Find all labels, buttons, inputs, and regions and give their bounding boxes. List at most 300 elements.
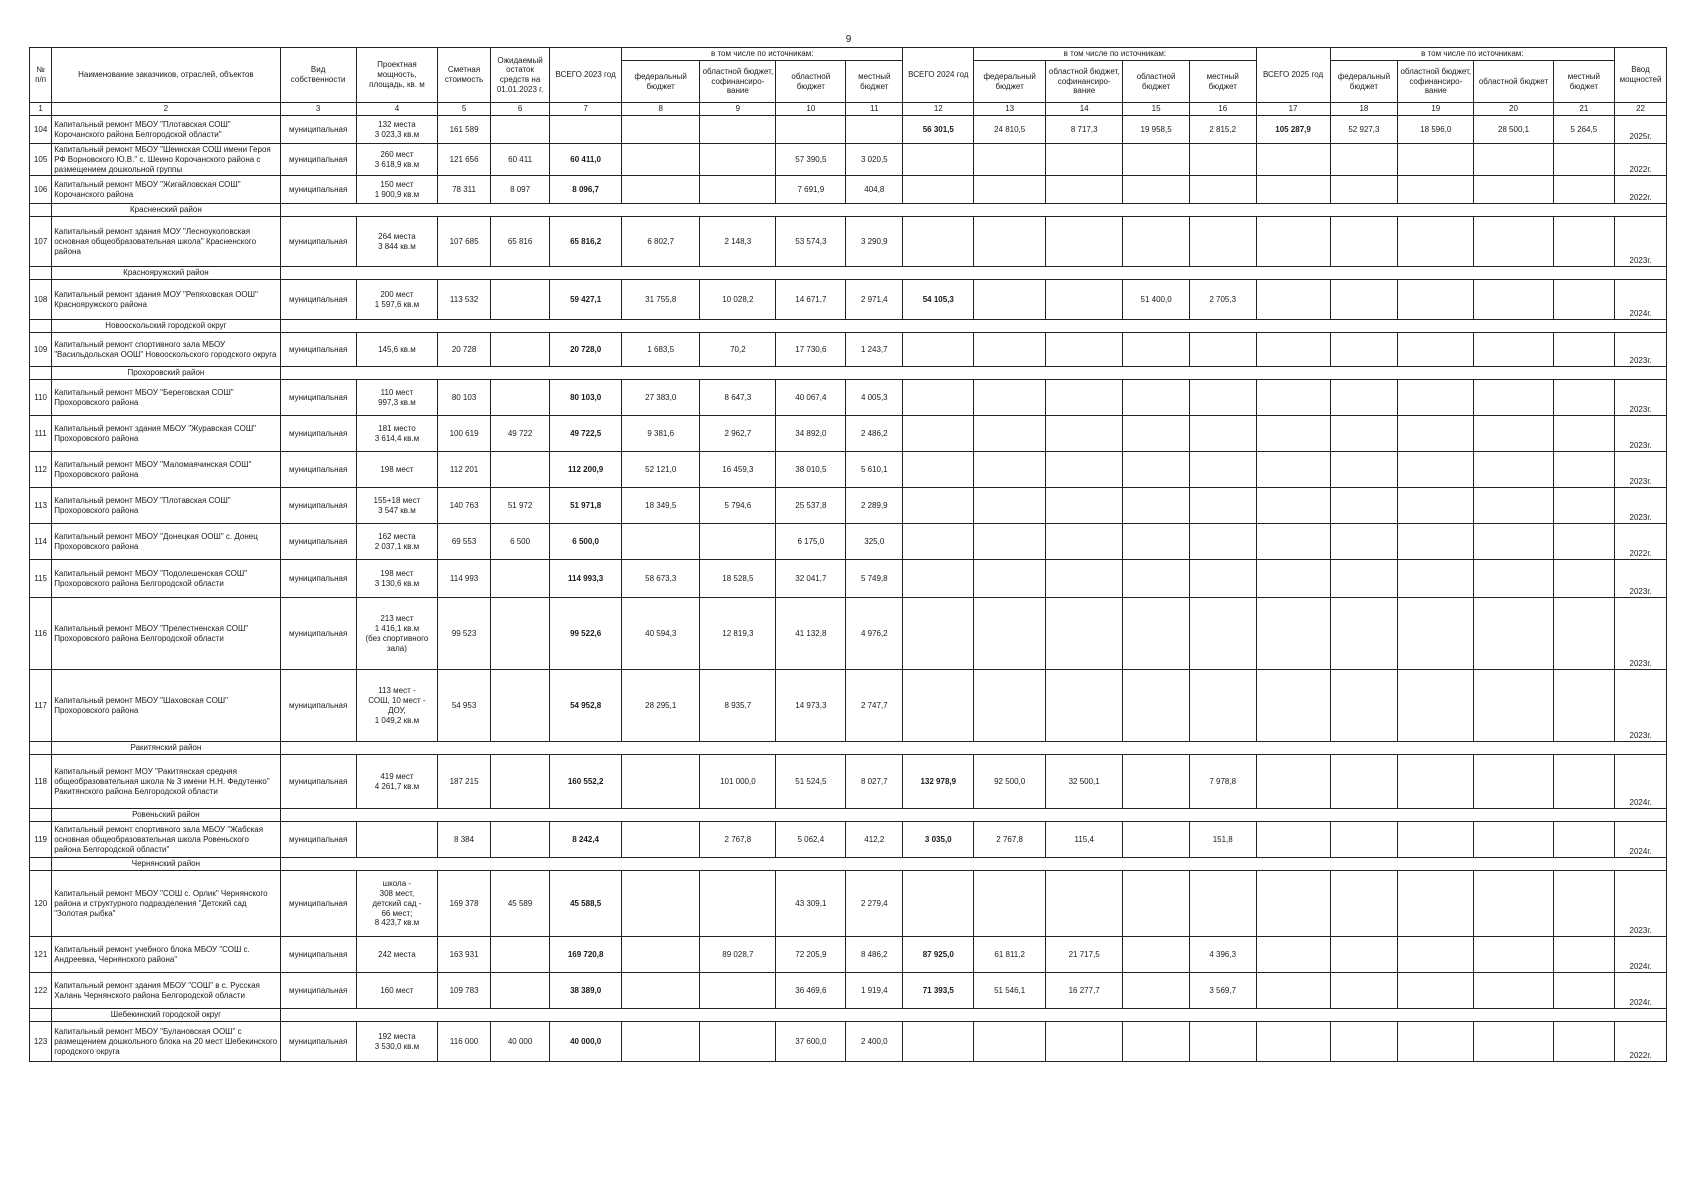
section-title: Красненский район (52, 204, 280, 217)
ownership-type: муниципальная (280, 670, 356, 742)
amount-cell (1553, 822, 1614, 858)
amount-cell: 3 290,9 (846, 217, 903, 267)
amount-cell (1553, 973, 1614, 1009)
amount-cell: 87 925,0 (903, 937, 974, 973)
amount-cell: 325,0 (846, 524, 903, 560)
amount-cell (622, 973, 700, 1009)
column-number-cell: 2 (52, 103, 280, 116)
object-name: Капитальный ремонт здания МОУ "Репяховская ООШ" Краснояружского района (52, 280, 280, 320)
amount-cell: 38 389,0 (550, 973, 622, 1009)
amount-cell (1189, 416, 1256, 452)
amount-cell (1256, 176, 1330, 204)
row-number: 117 (30, 670, 52, 742)
amount-cell (1474, 560, 1553, 598)
amount-cell: 2 971,4 (846, 280, 903, 320)
object-name: Капитальный ремонт МБОУ "Жигайловская СОШ" Корочанского района (52, 176, 280, 204)
amount-cell: 71 393,5 (903, 973, 974, 1009)
amount-cell: 43 309,1 (776, 871, 846, 937)
amount-cell (1553, 176, 1614, 204)
commissioning-year: 2024г. (1615, 280, 1667, 320)
amount-cell (903, 560, 974, 598)
capacity: школа - 308 мест, детский сад - 66 мест; 8 423,7 кв.м (356, 871, 437, 937)
ownership-type: муниципальная (280, 452, 356, 488)
amount-cell (1256, 280, 1330, 320)
object-name: Капитальный ремонт МБОУ "Шеинская СОШ имени Героя РФ Ворновского Ю.В." с. Шеино Корочанского района с размещением дошкольной группы (52, 144, 280, 176)
amount-cell (903, 670, 974, 742)
amount-cell: 57 390,5 (776, 144, 846, 176)
amount-cell: 40 000 (490, 1022, 549, 1062)
capacity: 110 мест 997,3 кв.м (356, 380, 437, 416)
amount-cell: 101 000,0 (700, 755, 776, 809)
amount-cell (974, 524, 1046, 560)
amount-cell: 3 569,7 (1189, 973, 1256, 1009)
amount-cell (1256, 1022, 1330, 1062)
capacity: 198 мест 3 130,6 кв.м (356, 560, 437, 598)
amount-cell (1330, 1022, 1398, 1062)
amount-cell (1398, 670, 1474, 742)
section-filler (280, 1009, 1666, 1022)
table-row (30, 871, 1667, 937)
section-spacer (30, 267, 52, 280)
amount-cell (903, 524, 974, 560)
row-number: 111 (30, 416, 52, 452)
amount-cell: 160 552,2 (550, 755, 622, 809)
amount-cell (1474, 488, 1553, 524)
amount-cell (1046, 416, 1123, 452)
amount-cell (1553, 598, 1614, 670)
amount-cell: 99 523 (438, 598, 491, 670)
amount-cell: 14 671,7 (776, 280, 846, 320)
amount-cell (1330, 380, 1398, 416)
amount-cell (903, 144, 974, 176)
table-row (30, 380, 1667, 416)
section-filler (280, 809, 1666, 822)
amount-cell (1046, 871, 1123, 937)
amount-cell (1474, 822, 1553, 858)
amount-cell: 8 717,3 (1046, 116, 1123, 144)
amount-cell (1398, 973, 1474, 1009)
amount-cell (1123, 871, 1190, 937)
amount-cell: 51 546,1 (974, 973, 1046, 1009)
object-name: Капитальный ремонт МБОУ "Береговская СОШ" Прохоровского района (52, 380, 280, 416)
amount-cell: 8 242,4 (550, 822, 622, 858)
amount-cell (1474, 416, 1553, 452)
amount-cell: 169 720,8 (550, 937, 622, 973)
amount-cell (974, 416, 1046, 452)
section-title: Прохоровский район (52, 367, 280, 380)
amount-cell: 18 349,5 (622, 488, 700, 524)
amount-cell: 38 010,5 (776, 452, 846, 488)
amount-cell: 89 028,7 (700, 937, 776, 973)
amount-cell (1330, 822, 1398, 858)
amount-cell (974, 380, 1046, 416)
amount-cell: 169 378 (438, 871, 491, 937)
commissioning-year: 2023г. (1615, 488, 1667, 524)
header-cell: местный бюджет (846, 61, 903, 103)
amount-cell (1398, 217, 1474, 267)
amount-cell (1398, 144, 1474, 176)
header-cell: федеральный бюджет (974, 61, 1046, 103)
amount-cell: 2 289,9 (846, 488, 903, 524)
row-number: 106 (30, 176, 52, 204)
amount-cell (1123, 524, 1190, 560)
amount-cell (1398, 488, 1474, 524)
amount-cell (1553, 217, 1614, 267)
amount-cell (903, 1022, 974, 1062)
header-cell: Вид собственности (280, 48, 356, 103)
section-title: Краснояружский район (52, 267, 280, 280)
object-name: Капитальный ремонт МБОУ "Булановская ООШ" с размещением дошкольного блока на 20 мест Шебекинского городского округа (52, 1022, 280, 1062)
amount-cell: 20 728,0 (550, 333, 622, 367)
column-number-cell: 1 (30, 103, 52, 116)
header-cell: федеральный бюджет (1330, 61, 1398, 103)
amount-cell (1256, 452, 1330, 488)
amount-cell (1474, 973, 1553, 1009)
header-cell: Ожидаемый остаток средств на 01.01.2023 г. (490, 48, 549, 103)
amount-cell (1123, 217, 1190, 267)
amount-cell: 18 596,0 (1398, 116, 1474, 144)
object-name: Капитальный ремонт спортивного зала МБОУ "Жабская основная общеобразовательная школа Ровеньского района Белгородской области" (52, 822, 280, 858)
amount-cell (1330, 280, 1398, 320)
section-title: Новооскольский городской округ (52, 320, 280, 333)
table-body (30, 116, 1667, 1062)
commissioning-year: 2022г. (1615, 524, 1667, 560)
amount-cell (1123, 416, 1190, 452)
amount-cell (974, 560, 1046, 598)
amount-cell (1046, 380, 1123, 416)
section-spacer (30, 367, 52, 380)
amount-cell: 8 384 (438, 822, 491, 858)
header-group: в том числе по источникам: (1330, 48, 1614, 61)
column-number-cell: 6 (490, 103, 549, 116)
amount-cell (1330, 488, 1398, 524)
amount-cell (903, 452, 974, 488)
amount-cell (1189, 524, 1256, 560)
amount-cell (974, 176, 1046, 204)
amount-cell: 72 205,9 (776, 937, 846, 973)
section-row (30, 858, 1667, 871)
amount-cell: 78 311 (438, 176, 491, 204)
capacity: 200 мест 1 597,6 кв.м (356, 280, 437, 320)
section-filler (280, 367, 1666, 380)
section-title: Ракитянский район (52, 742, 280, 755)
commissioning-year: 2023г. (1615, 871, 1667, 937)
amount-cell (1398, 416, 1474, 452)
row-number: 115 (30, 560, 52, 598)
column-number-cell: 9 (700, 103, 776, 116)
table-row (30, 560, 1667, 598)
table-row (30, 176, 1667, 204)
amount-cell (1256, 560, 1330, 598)
amount-cell (1189, 1022, 1256, 1062)
table-row (30, 416, 1667, 452)
ownership-type: муниципальная (280, 176, 356, 204)
amount-cell (1123, 598, 1190, 670)
ownership-type: муниципальная (280, 755, 356, 809)
amount-cell: 3 035,0 (903, 822, 974, 858)
amount-cell: 412,2 (846, 822, 903, 858)
amount-cell (490, 670, 549, 742)
amount-cell (1330, 416, 1398, 452)
amount-cell (1398, 1022, 1474, 1062)
amount-cell (1330, 217, 1398, 267)
commissioning-year: 2023г. (1615, 416, 1667, 452)
amount-cell (1474, 524, 1553, 560)
object-name: Капитальный ремонт здания МОУ "Лесноуколовская основная общеобразовательная школа" Красненского района (52, 217, 280, 267)
column-number-cell: 10 (776, 103, 846, 116)
ownership-type: муниципальная (280, 217, 356, 267)
header-cell: Наименование заказчиков, отраслей, объектов (52, 48, 280, 103)
amount-cell (622, 937, 700, 973)
table-row (30, 452, 1667, 488)
column-number-cell: 16 (1189, 103, 1256, 116)
amount-cell (1123, 1022, 1190, 1062)
amount-cell (1189, 333, 1256, 367)
amount-cell (1398, 176, 1474, 204)
amount-cell: 49 722 (490, 416, 549, 452)
row-number: 122 (30, 973, 52, 1009)
section-title: Шебекинский городской округ (52, 1009, 280, 1022)
amount-cell: 61 811,2 (974, 937, 1046, 973)
amount-cell (1330, 871, 1398, 937)
amount-cell (490, 560, 549, 598)
amount-cell (490, 333, 549, 367)
amount-cell (1398, 524, 1474, 560)
amount-cell (1046, 670, 1123, 742)
amount-cell (490, 755, 549, 809)
row-number: 120 (30, 871, 52, 937)
amount-cell (1123, 560, 1190, 598)
amount-cell (1256, 333, 1330, 367)
amount-cell (1046, 144, 1123, 176)
amount-cell (1046, 333, 1123, 367)
amount-cell (490, 973, 549, 1009)
row-number: 109 (30, 333, 52, 367)
amount-cell: 8 096,7 (550, 176, 622, 204)
column-number-cell: 14 (1046, 103, 1123, 116)
amount-cell: 5 794,6 (700, 488, 776, 524)
section-filler (280, 858, 1666, 871)
amount-cell (1474, 380, 1553, 416)
header-cell: областной бюджет (1474, 61, 1553, 103)
amount-cell (1189, 598, 1256, 670)
amount-cell: 51 972 (490, 488, 549, 524)
commissioning-year: 2024г. (1615, 755, 1667, 809)
amount-cell (700, 116, 776, 144)
amount-cell: 5 264,5 (1553, 116, 1614, 144)
amount-cell (974, 144, 1046, 176)
amount-cell (1330, 560, 1398, 598)
column-number-cell: 21 (1553, 103, 1614, 116)
commissioning-year: 2022г. (1615, 1022, 1667, 1062)
table-row (30, 333, 1667, 367)
section-filler (280, 742, 1666, 755)
header-cell: областной бюджет, софинансиро- вание (700, 61, 776, 103)
amount-cell (1474, 670, 1553, 742)
table-row (30, 280, 1667, 320)
table-row (30, 598, 1667, 670)
amount-cell: 70,2 (700, 333, 776, 367)
amount-cell (622, 871, 700, 937)
object-name: Капитальный ремонт учебного блока МБОУ "СОШ с. Андреевка, Чернянского района" (52, 937, 280, 973)
amount-cell (1330, 973, 1398, 1009)
amount-cell: 51 400,0 (1123, 280, 1190, 320)
amount-cell (1189, 871, 1256, 937)
amount-cell: 140 763 (438, 488, 491, 524)
object-name: Капитальный ремонт МБОУ "Прелестненская СОШ" Прохоровского района Белгородской области (52, 598, 280, 670)
ownership-type: муниципальная (280, 280, 356, 320)
header-cell: федеральный бюджет (622, 61, 700, 103)
header-cell: областной бюджет, софинансиро- вание (1398, 61, 1474, 103)
column-number-cell: 11 (846, 103, 903, 116)
capacity: 264 места 3 844 кв.м (356, 217, 437, 267)
section-filler (280, 204, 1666, 217)
amount-cell: 7 978,8 (1189, 755, 1256, 809)
amount-cell (622, 755, 700, 809)
column-number-row (30, 103, 1667, 116)
column-number-cell: 15 (1123, 103, 1190, 116)
section-title: Чернянский район (52, 858, 280, 871)
amount-cell (1474, 176, 1553, 204)
amount-cell: 4 005,3 (846, 380, 903, 416)
amount-cell: 40 000,0 (550, 1022, 622, 1062)
amount-cell (700, 524, 776, 560)
amount-cell: 37 600,0 (776, 1022, 846, 1062)
section-row (30, 809, 1667, 822)
amount-cell (1330, 452, 1398, 488)
amount-cell: 8 027,7 (846, 755, 903, 809)
amount-cell (490, 937, 549, 973)
amount-cell (490, 280, 549, 320)
amount-cell: 2 767,8 (700, 822, 776, 858)
amount-cell (1330, 755, 1398, 809)
amount-cell: 54 105,3 (903, 280, 974, 320)
amount-cell: 92 500,0 (974, 755, 1046, 809)
amount-cell (903, 217, 974, 267)
column-number-cell: 22 (1615, 103, 1667, 116)
amount-cell: 2 279,4 (846, 871, 903, 937)
amount-cell (1189, 217, 1256, 267)
amount-cell: 31 755,8 (622, 280, 700, 320)
amount-cell (903, 333, 974, 367)
amount-cell (1046, 280, 1123, 320)
amount-cell: 8 486,2 (846, 937, 903, 973)
header-cell: ВСЕГО 2023 год (550, 48, 622, 103)
column-number-cell: 18 (1330, 103, 1398, 116)
amount-cell: 105 287,9 (1256, 116, 1330, 144)
amount-cell: 163 931 (438, 937, 491, 973)
amount-cell: 187 215 (438, 755, 491, 809)
table-row (30, 488, 1667, 524)
amount-cell (1123, 452, 1190, 488)
amount-cell (1398, 280, 1474, 320)
amount-cell (1398, 937, 1474, 973)
amount-cell: 40 594,3 (622, 598, 700, 670)
amount-cell (700, 144, 776, 176)
amount-cell (1553, 871, 1614, 937)
amount-cell: 161 589 (438, 116, 491, 144)
ownership-type: муниципальная (280, 560, 356, 598)
ownership-type: муниципальная (280, 973, 356, 1009)
ownership-type: муниципальная (280, 144, 356, 176)
capacity: 132 места 3 023,3 кв.м (356, 116, 437, 144)
section-spacer (30, 858, 52, 871)
amount-cell (1189, 560, 1256, 598)
amount-cell: 115,4 (1046, 822, 1123, 858)
column-number-cell: 13 (974, 103, 1046, 116)
amount-cell: 25 537,8 (776, 488, 846, 524)
table-row (30, 1022, 1667, 1062)
ownership-type: муниципальная (280, 116, 356, 144)
amount-cell (622, 176, 700, 204)
amount-cell: 80 103 (438, 380, 491, 416)
column-number-cell: 12 (903, 103, 974, 116)
amount-cell (1330, 144, 1398, 176)
amount-cell: 36 469,6 (776, 973, 846, 1009)
amount-cell (1553, 524, 1614, 560)
capacity: 145,6 кв.м (356, 333, 437, 367)
amount-cell (1123, 176, 1190, 204)
amount-cell: 2 400,0 (846, 1022, 903, 1062)
amount-cell: 51 524,5 (776, 755, 846, 809)
section-filler (280, 320, 1666, 333)
object-name: Капитальный ремонт МБОУ "Шаховская СОШ" Прохоровского района (52, 670, 280, 742)
section-row (30, 320, 1667, 333)
amount-cell (1123, 937, 1190, 973)
amount-cell: 8 097 (490, 176, 549, 204)
amount-cell (490, 598, 549, 670)
amount-cell (1398, 560, 1474, 598)
amount-cell (1256, 822, 1330, 858)
header-cell: местный бюджет (1189, 61, 1256, 103)
amount-cell: 34 892,0 (776, 416, 846, 452)
capacity: 150 мест 1 900,9 кв.м (356, 176, 437, 204)
amount-cell (1553, 380, 1614, 416)
amount-cell (1256, 973, 1330, 1009)
amount-cell: 28 500,1 (1474, 116, 1553, 144)
amount-cell (1474, 1022, 1553, 1062)
row-number: 112 (30, 452, 52, 488)
amount-cell (622, 524, 700, 560)
amount-cell: 16 277,7 (1046, 973, 1123, 1009)
header-cell: ВСЕГО 2025 год (1256, 48, 1330, 103)
amount-cell (1398, 380, 1474, 416)
table-row (30, 973, 1667, 1009)
row-number: 119 (30, 822, 52, 858)
amount-cell (1474, 217, 1553, 267)
amount-cell: 52 927,3 (1330, 116, 1398, 144)
section-row (30, 1009, 1667, 1022)
amount-cell (1398, 333, 1474, 367)
amount-cell: 41 132,8 (776, 598, 846, 670)
amount-cell (1046, 1022, 1123, 1062)
amount-cell: 114 993,3 (550, 560, 622, 598)
amount-cell (903, 380, 974, 416)
amount-cell (1256, 488, 1330, 524)
commissioning-year: 2023г. (1615, 560, 1667, 598)
ownership-type: муниципальная (280, 598, 356, 670)
amount-cell (1046, 452, 1123, 488)
amount-cell: 19 958,5 (1123, 116, 1190, 144)
capacity (356, 822, 437, 858)
amount-cell (1256, 670, 1330, 742)
amount-cell (1189, 176, 1256, 204)
amount-cell (1046, 488, 1123, 524)
amount-cell: 6 802,7 (622, 217, 700, 267)
amount-cell (1330, 670, 1398, 742)
amount-cell: 49 722,5 (550, 416, 622, 452)
commissioning-year: 2024г. (1615, 937, 1667, 973)
